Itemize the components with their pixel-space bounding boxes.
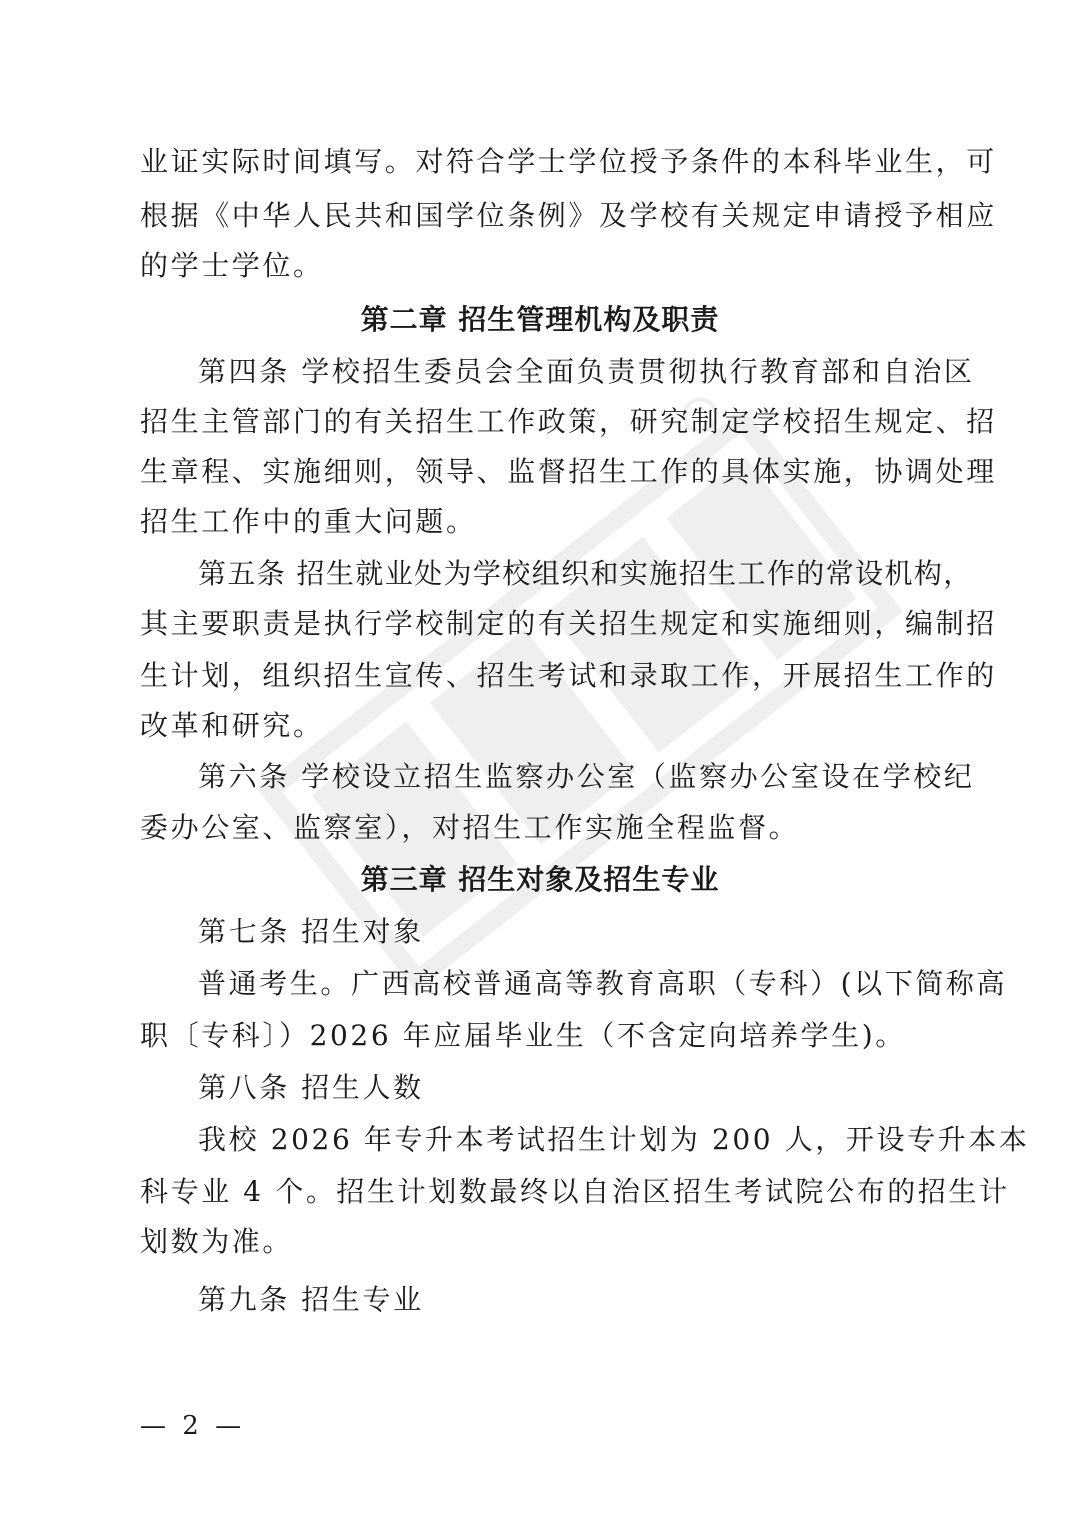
text-line: 第四条 学校招生委员会全面负责贯彻执行教育部和自治区 [198,355,975,388]
text-line: 改革和研究。 [140,709,324,742]
text-line: 科专业 4 个。招生计划数最终以自治区招生考试院公布的招生计 [140,1175,1010,1208]
chapter-two-heading: 第二章 招生管理机构及职责 [360,303,720,336]
text-line: 第五条 招生就业处为学校组织和实施招生工作的常设机构， [198,557,973,590]
page-number: — 2 — [140,1411,246,1441]
text-line: 划数为准。 [140,1225,294,1258]
chapter-three-heading: 第三章 招生对象及招生专业 [360,863,720,896]
text-line: 生计划，组织招生宣传、招生考试和录取工作，开展招生工作的 [140,659,997,692]
text-line: 职〔专科〕）2026 年应届毕业生（不含定向培养学生)。 [140,1019,906,1052]
text-line: 其主要职责是执行学校制定的有关招生规定和实施细则，编制招 [140,607,997,640]
article-seven-title: 第七条 招生对象 [198,915,424,948]
article-nine-title: 第九条 招生专业 [198,1283,424,1316]
text-line: 第六条 学校设立招生监察办公室（监察办公室设在学校纪 [198,760,975,793]
text-line: 委办公室、监察室），对招生工作实施全程监督。 [140,811,800,844]
text-line: 业证实际时间填写。对符合学士学位授予条件的本科毕业生，可 [140,145,997,178]
text-line: 根据《中华人民共和国学位条例》及学校有关规定申请授予相应 [140,199,997,232]
text-line: 生章程、实施细则，领导、监督招生工作的具体实施，协调处理 [140,455,997,488]
text-line: 招生工作中的重大问题。 [140,505,477,538]
text-line: 的学士学位。 [140,249,324,282]
text-line: 普通考生。广西高校普通高等教育高职（专科）(以下简称高 [198,967,1008,1000]
article-eight-title: 第八条 招生人数 [198,1071,424,1104]
text-line: 招生主管部门的有关招生工作政策，研究制定学校招生规定、招 [140,405,997,438]
text-line: 我校 2026 年专升本考试招生计划为 200 人，开设专升本本 [198,1123,1030,1156]
